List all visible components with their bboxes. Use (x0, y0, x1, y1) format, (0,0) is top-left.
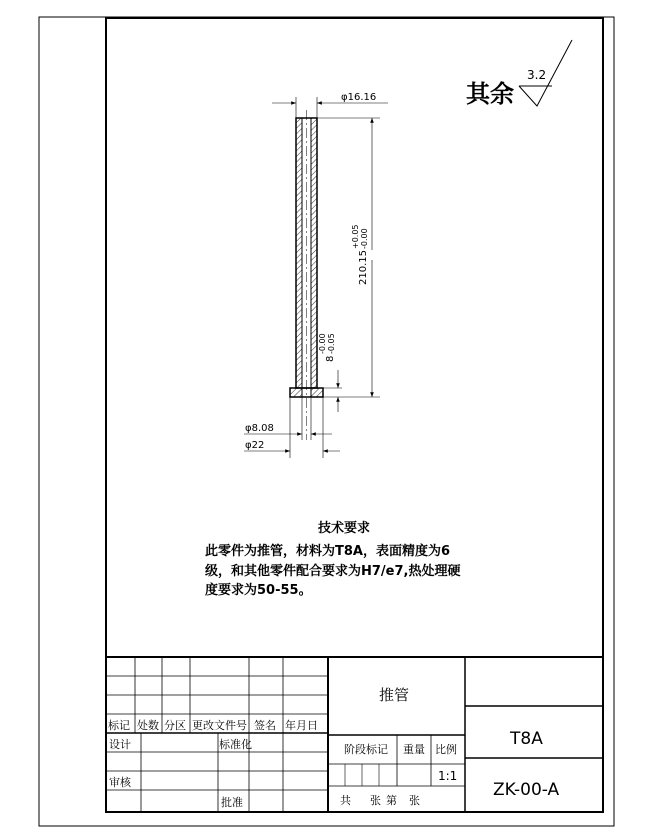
dim-length (317, 118, 380, 397)
svg-text:-0.00: -0.00 (360, 228, 369, 249)
svg-text:+0.05: +0.05 (351, 224, 360, 249)
dim-flange-height (318, 333, 342, 412)
svg-text:审核: 审核 (109, 776, 131, 789)
roughness-symbol (466, 40, 572, 108)
drawing-number: ZK-00-A (493, 780, 560, 800)
svg-text:处数: 处数 (137, 719, 159, 732)
requirements-line2: 级，和其他零件配合要求为H7/e7,热处理硬 (205, 564, 461, 579)
svg-text:φ8.08: φ8.08 (245, 423, 274, 434)
outer-border (39, 17, 614, 826)
svg-text:8: 8 (325, 355, 336, 362)
svg-text:年月日: 年月日 (285, 719, 318, 732)
svg-text:设计: 设计 (109, 738, 131, 751)
svg-text:φ16.16: φ16.16 (341, 92, 377, 103)
roughness-value: 3.2 (527, 68, 547, 82)
requirements-line3: 度要求为50-55。 (205, 583, 312, 598)
dim-outer-top (272, 92, 388, 118)
svg-text:张: 张 (409, 794, 420, 807)
svg-text:第: 第 (386, 794, 397, 807)
part-name: 推管 (379, 686, 410, 704)
scale-value: 1:1 (438, 769, 458, 783)
svg-text:张: 张 (370, 794, 381, 807)
svg-text:更改文件号: 更改文件号 (192, 719, 247, 732)
svg-text:重量: 重量 (403, 743, 425, 756)
inner-border (106, 18, 603, 812)
svg-text:阶段标记: 阶段标记 (344, 743, 388, 756)
svg-text:210.15: 210.15 (358, 250, 369, 285)
material: T8A (510, 729, 543, 749)
requirements-title: 技术要求 (318, 521, 371, 536)
title-block-text (108, 686, 560, 809)
svg-text:标记: 标记 (108, 719, 130, 732)
svg-text:比例: 比例 (435, 743, 457, 756)
svg-text:-0.00: -0.00 (318, 333, 327, 354)
svg-text:φ22: φ22 (245, 440, 265, 451)
svg-text:标准化: 标准化 (219, 738, 252, 751)
roughness-prefix: 其余 (466, 80, 514, 108)
svg-text:-0.05: -0.05 (327, 333, 336, 354)
push-tube-part (290, 110, 323, 440)
dim-inner-dia (244, 397, 332, 440)
svg-text:共: 共 (340, 794, 351, 807)
requirements-line1: 此零件为推管，材料为T8A，表面精度为6 (205, 544, 451, 559)
svg-text:签名: 签名 (254, 719, 276, 732)
technical-requirements (205, 520, 460, 598)
svg-text:批准: 批准 (221, 796, 243, 809)
svg-text:分区: 分区 (164, 719, 186, 732)
